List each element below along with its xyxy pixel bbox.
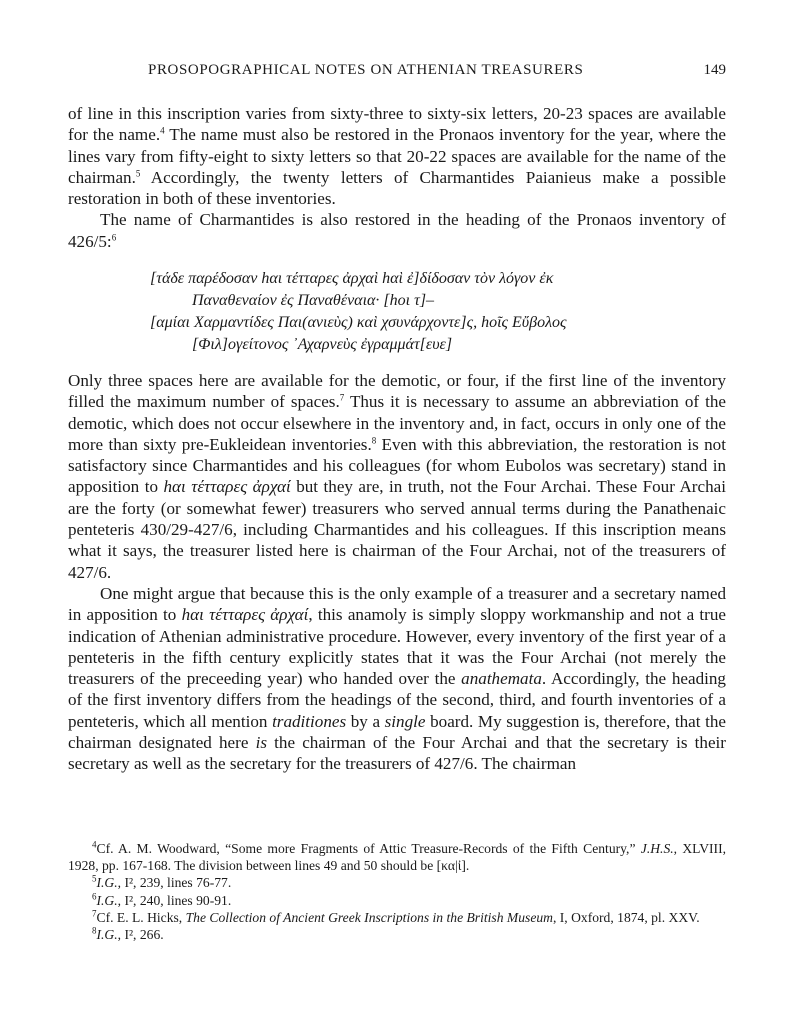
greek-line-3: [αμίαι Χαρμαντίδες Παι(ανιεὺς) καὶ χσυνάρχοντε]ς, hοῖς Εὔβολος (150, 314, 567, 331)
journal-abbr: I.G. (96, 927, 118, 943)
italic-term: traditiones (272, 711, 347, 731)
footnote-5 (68, 874, 726, 891)
p2-text: The name of Charmantides is also restored in the heading of the Pronaos inventory of 426/5: (68, 210, 726, 251)
journal-abbr: J.H.S. (640, 841, 674, 856)
footnote-number: 4 (92, 839, 97, 850)
footnote-text: , I², 239, lines 76-77. (117, 875, 232, 891)
paragraph-3 (68, 370, 726, 583)
footnote-8 (68, 926, 726, 943)
footnote-4 (68, 840, 726, 874)
p4b-text: , this anamoly is simply sloppy workmanship and not a true indication of Athenian administrative procedure. However, every inventory of the first year of a penteteris in the fifth century explicitly states that it was the Four Archai (not merely the treasurers of the preceeding year) who handed over the (68, 605, 726, 689)
italic-term: single (384, 711, 426, 731)
italic-term: anathemata (461, 669, 542, 689)
footnote-number: 7 (92, 908, 97, 919)
greek-line-4: [Φιλ]ογείτονος ᾿Αχαρνεὺς ἐγραμμάτ[ευε] (192, 336, 453, 353)
running-head: PROSOPOGRAPHICAL NOTES ON ATHENIAN TREASURERS (148, 62, 584, 78)
footnote-text: , XLVIII, 1928, pp. 167-168. The division between lines 49 and 50 should be [κα|ἰ]. (68, 841, 727, 874)
book-title: The Collection of Ancient Greek Inscriptions in the British Museum (185, 909, 553, 925)
footnote-number: 5 (92, 873, 97, 884)
paragraph-1 (68, 103, 726, 209)
footnote-ref-8[interactable]: 8 (371, 435, 377, 446)
intro-text (68, 103, 726, 252)
footnote-ref-4[interactable]: 4 (160, 125, 165, 136)
main-text (68, 370, 726, 775)
p3b-text: Thus it is necessary to assume an abbreviation of the demotic, which does not occur elsewhere in the inventory and, in fact, occurs in only one of the more than sixty pre-Eukleidean inventories. (68, 392, 726, 454)
paragraph-2 (68, 209, 726, 252)
footnote-text: , I, Oxford, 1874, pl. XXV. (552, 909, 700, 925)
footnote-6 (68, 892, 726, 909)
footnote-text: , I², 240, lines 90-91. (117, 892, 232, 908)
footnote-ref-5[interactable]: 5 (135, 168, 141, 179)
p4c-text: . Accordingly, the heading of the first inventory differs from the headings of the second, third, and fourth inventories of a penteteris, which all mention (68, 669, 726, 731)
greek-phrase: hαι τέτταρες ἀρχαί (163, 477, 291, 497)
p3a-text: Only three spaces here are available for the demotic, or four, if the first line of the inventory filled the maximum number of spaces. (68, 371, 726, 412)
footnote-7 (68, 909, 726, 926)
p3d-text: but they are, in truth, not the Four Archai. These Four Archai are the forty (or somewhat fewer) treasurers who served annual terms during the Panathenaic penteteris 430/29-427/6, including Charmantides and his colleagues. If this inscription means what it says, the treasurer listed here is chairman of the Four Archai, not of the treasurers of 427/6. (68, 477, 726, 582)
footnote-text: Cf. E. L. Hicks, (96, 909, 186, 925)
p3c-text: Even with this abbreviation, the restoration is not satisfactory since Charmantides and his colleagues (for whom Eubolos was secretary) stand in apposition to (68, 434, 726, 497)
footnote-number: 6 (92, 891, 97, 902)
p1c-text: Accordingly, the twenty letters of Charmantides Paianieus make a possible restoration in both of these inventories. (68, 167, 726, 209)
greek-line-2: Παναθεναίον ἐς Παναθέναια· [hοι τ]– (192, 292, 435, 309)
p4e-text: board. My suggestion is, therefore, that the chairman designated here (68, 711, 726, 753)
footnote-text: , I², 266. (117, 927, 164, 943)
journal-abbr: I.G. (96, 892, 118, 908)
p4a-text: One might argue that because this is the only example of a treasurer and a secretary named in apposition to (68, 583, 726, 625)
greek-inscription (150, 268, 710, 356)
greek-line-1: [τάδε παρέδοσαν hαι τέτταρες ἀρχαὶ hαὶ ἐ]δίδοσαν τὸν λόγον ἐκ (150, 270, 554, 287)
page-number: 149 (703, 62, 726, 78)
journal-abbr: I.G. (96, 875, 118, 891)
greek-phrase: hαι τέτταρες ἀρχαί (181, 605, 309, 625)
italic-term: is (255, 733, 267, 753)
p1-text: of line in this inscription varies from sixty-three to sixty-six letters, 20-23 spaces are available for the name. (68, 104, 726, 145)
footnote-ref-7[interactable]: 7 (339, 392, 345, 403)
p4d-text: by a (346, 711, 385, 731)
p4f-text: the chairman of the Four Archai and that the secretary is their secretary as well as the secretary for the treasurers of 427/6. The chairman (68, 733, 726, 774)
paragraph-4 (68, 583, 726, 775)
footnote-text: Cf. A. M. Woodward, “Some more Fragments of Attic Treasure-Records of the Fifth Century,” (96, 841, 641, 856)
footnotes (68, 840, 726, 943)
footnote-ref-6[interactable]: 6 (111, 232, 117, 243)
p1b-text: The name must also be restored in the Pronaos inventory for the year, where the lines vary from fifty-eight to sixty letters so that 20-22 spaces are available for the name of the chairman. (68, 125, 726, 187)
page-header (68, 62, 726, 84)
footnote-number: 8 (92, 925, 97, 936)
